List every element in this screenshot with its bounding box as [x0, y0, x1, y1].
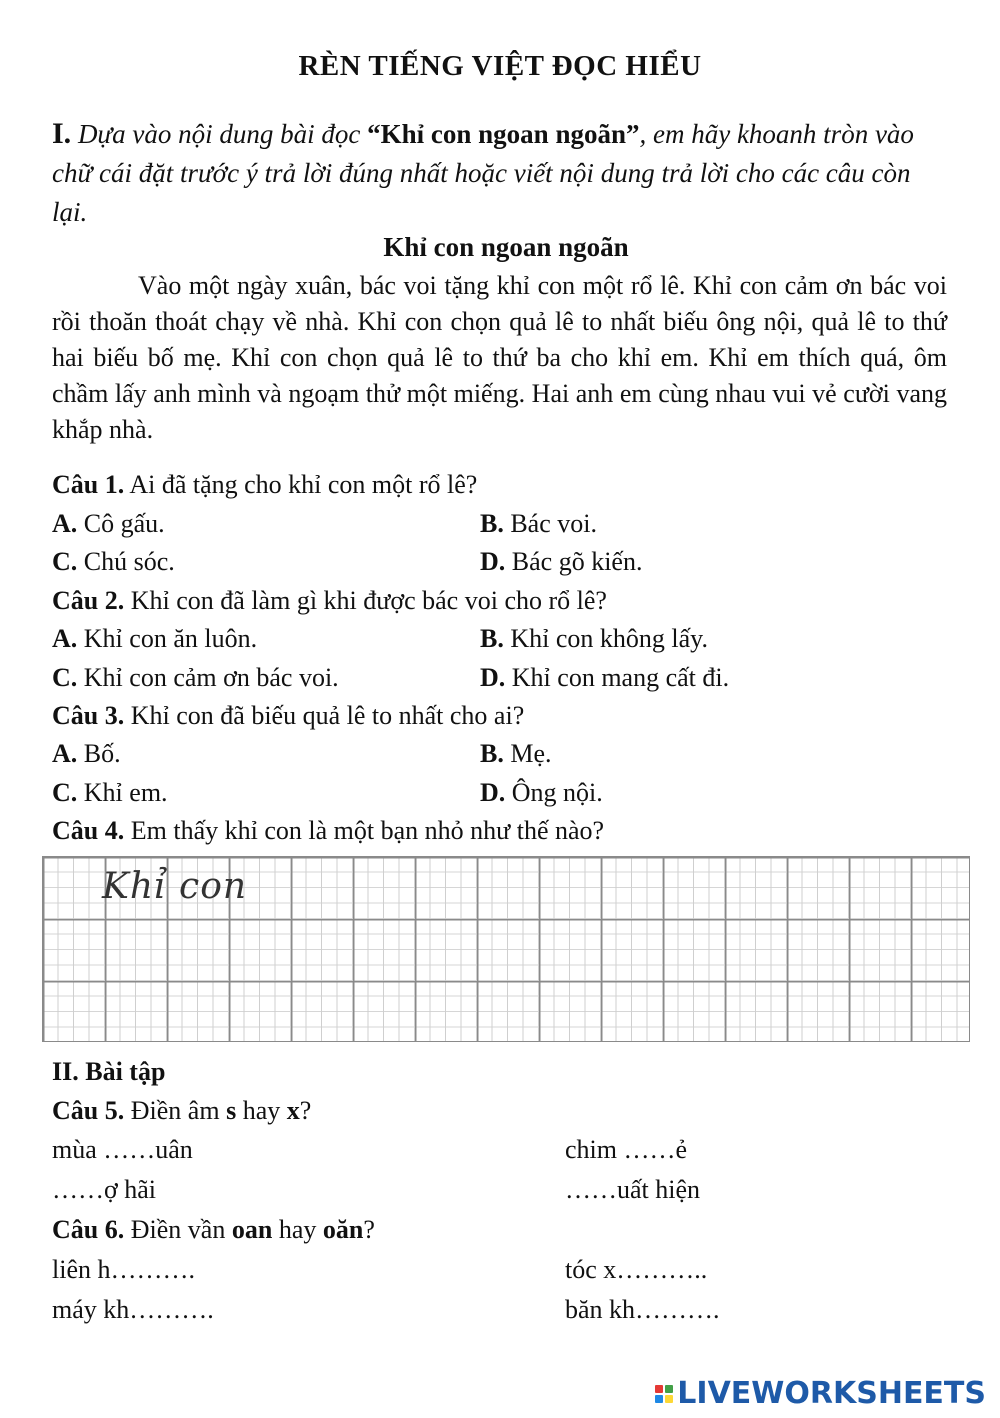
question-mark: ?: [363, 1215, 375, 1244]
question-text-mid: hay: [242, 1096, 281, 1125]
question-text: Ai đã tặng cho khỉ con một rổ lê?: [129, 470, 478, 499]
question-mark: ?: [299, 1096, 312, 1125]
option-text: Khỉ con mang cất đi.: [511, 663, 730, 692]
option-text: Mẹ.: [510, 739, 552, 768]
choice-oan: oan: [231, 1215, 273, 1244]
option-text: Bác gõ kiến.: [511, 547, 643, 576]
question-label: Câu 2.: [52, 586, 125, 615]
handwritten-answer: Khỉ con: [102, 866, 248, 907]
section2-heading: [52, 1055, 165, 1089]
question-3: [52, 699, 524, 733]
story-reference: “Khỉ con ngoan ngoãn”: [367, 119, 640, 149]
fill-blank-q6-2[interactable]: tóc x………..: [565, 1255, 708, 1284]
choice-x: x: [286, 1096, 300, 1125]
fill-blank-q5-2[interactable]: chim ……ẻ: [565, 1135, 688, 1164]
fill-blank-q5-4[interactable]: ……uất hiện: [565, 1175, 701, 1204]
question-label: Câu 5.: [52, 1096, 125, 1125]
option-text: Khỉ em.: [83, 778, 168, 807]
fill-blank-q6-3[interactable]: máy kh……….: [52, 1295, 214, 1324]
question-text: Khỉ con đã làm gì khi được bác voi cho rổ lê?: [130, 586, 607, 615]
option-text: Cô gấu.: [83, 509, 165, 538]
option-letter: A.: [52, 739, 78, 768]
option-letter: D.: [480, 547, 506, 576]
option-q2-d[interactable]: [480, 661, 729, 695]
fill-blank-q6-1[interactable]: liên h……….: [52, 1255, 195, 1284]
option-q3-b[interactable]: [480, 737, 552, 771]
logo-square: [655, 1395, 663, 1403]
option-q3-d[interactable]: [480, 776, 603, 810]
option-letter: A.: [52, 624, 78, 653]
logo-square: [655, 1385, 663, 1393]
question-2: [52, 584, 607, 618]
logo-mark-icon: [655, 1385, 673, 1403]
story-body: [52, 268, 947, 448]
instr-text-before: Dựa vào nội dung bài đọc: [77, 119, 361, 149]
option-letter: B.: [480, 509, 504, 538]
question-6: [52, 1213, 375, 1247]
page-title: RÈN TIẾNG VIỆT ĐỌC HIỂU: [298, 50, 702, 82]
question-label: Câu 3.: [52, 701, 125, 730]
logo-square: [665, 1395, 673, 1403]
option-q1-c[interactable]: [52, 545, 175, 579]
option-text: Khỉ con ăn luôn.: [83, 624, 258, 653]
story-paragraph: Vào một ngày xuân, bác voi tặng khỉ con một rổ lê. Khỉ con cảm ơn bác voi rồi thoăn thoát chạy về nhà. Khỉ con chọn quả lê to nhất biếu ông nội, quả lê to thứ hai biếu bố mẹ. Khỉ con chọn quả lê to thứ ba cho khỉ em. Khỉ em thích quá, ôm chầm lấy anh mình và ngoạm thử một miếng. Hai anh em cùng nhau vui vẻ cười vang khắp nhà.: [52, 271, 947, 444]
question-text: Khỉ con đã biếu quả lê to nhất cho ai?: [130, 701, 525, 730]
liveworksheets-logo: [655, 1376, 986, 1411]
story-title: Khỉ con ngoan ngoãn: [383, 232, 629, 262]
question-text: Điền vần: [130, 1215, 226, 1244]
question-4: [52, 814, 604, 848]
question-text-mid: hay: [278, 1215, 317, 1244]
option-text: Bố.: [83, 739, 121, 768]
logo-square: [665, 1385, 673, 1393]
option-q2-c[interactable]: [52, 661, 339, 695]
option-text: Chú sóc.: [83, 547, 175, 576]
choice-s: s: [226, 1096, 237, 1125]
option-q2-b[interactable]: [480, 622, 708, 656]
question-5: [52, 1094, 311, 1128]
section1-number: I.: [52, 117, 72, 150]
option-q1-b[interactable]: [480, 507, 597, 541]
option-q1-d[interactable]: [480, 545, 642, 579]
fill-blank-q5-3[interactable]: ……ợ hãi: [52, 1175, 157, 1204]
logo-text: LIVEWORKSHEETS: [677, 1376, 986, 1411]
option-q2-a[interactable]: [52, 622, 257, 656]
option-letter: A.: [52, 509, 78, 538]
section1-instructions: [52, 114, 952, 232]
instr-text-after: , em hãy khoanh tròn vào chữ cái đặt trước ý trả lời đúng nhất hoặc viết nội dung trả lời cho các câu còn lại.: [52, 119, 914, 227]
option-text: Ông nội.: [511, 778, 603, 807]
option-q3-c[interactable]: [52, 776, 168, 810]
question-text: Em thấy khỉ con là một bạn nhỏ như thế nào?: [130, 816, 605, 845]
option-q1-a[interactable]: [52, 507, 165, 541]
fill-blank-q6-4[interactable]: băn kh……….: [565, 1295, 720, 1324]
question-text: Điền âm: [130, 1096, 220, 1125]
question-label: Câu 6.: [52, 1215, 125, 1244]
section2-heading-text: II. Bài tập: [52, 1057, 166, 1086]
option-letter: B.: [480, 624, 504, 653]
choice-oan2: oăn: [322, 1215, 364, 1244]
option-letter: B.: [480, 739, 504, 768]
question-1: [52, 468, 477, 502]
question-label: Câu 4.: [52, 816, 125, 845]
option-letter: C.: [52, 663, 78, 692]
option-text: Khỉ con không lấy.: [510, 624, 708, 653]
option-text: Bác voi.: [510, 509, 597, 538]
option-letter: C.: [52, 547, 78, 576]
option-q3-a[interactable]: [52, 737, 121, 771]
fill-blank-q5-1[interactable]: mùa ……uân: [52, 1135, 193, 1164]
option-letter: D.: [480, 778, 506, 807]
option-text: Khỉ con cảm ơn bác voi.: [83, 663, 339, 692]
option-letter: D.: [480, 663, 506, 692]
question-label: Câu 1.: [52, 470, 125, 499]
option-letter: C.: [52, 778, 78, 807]
